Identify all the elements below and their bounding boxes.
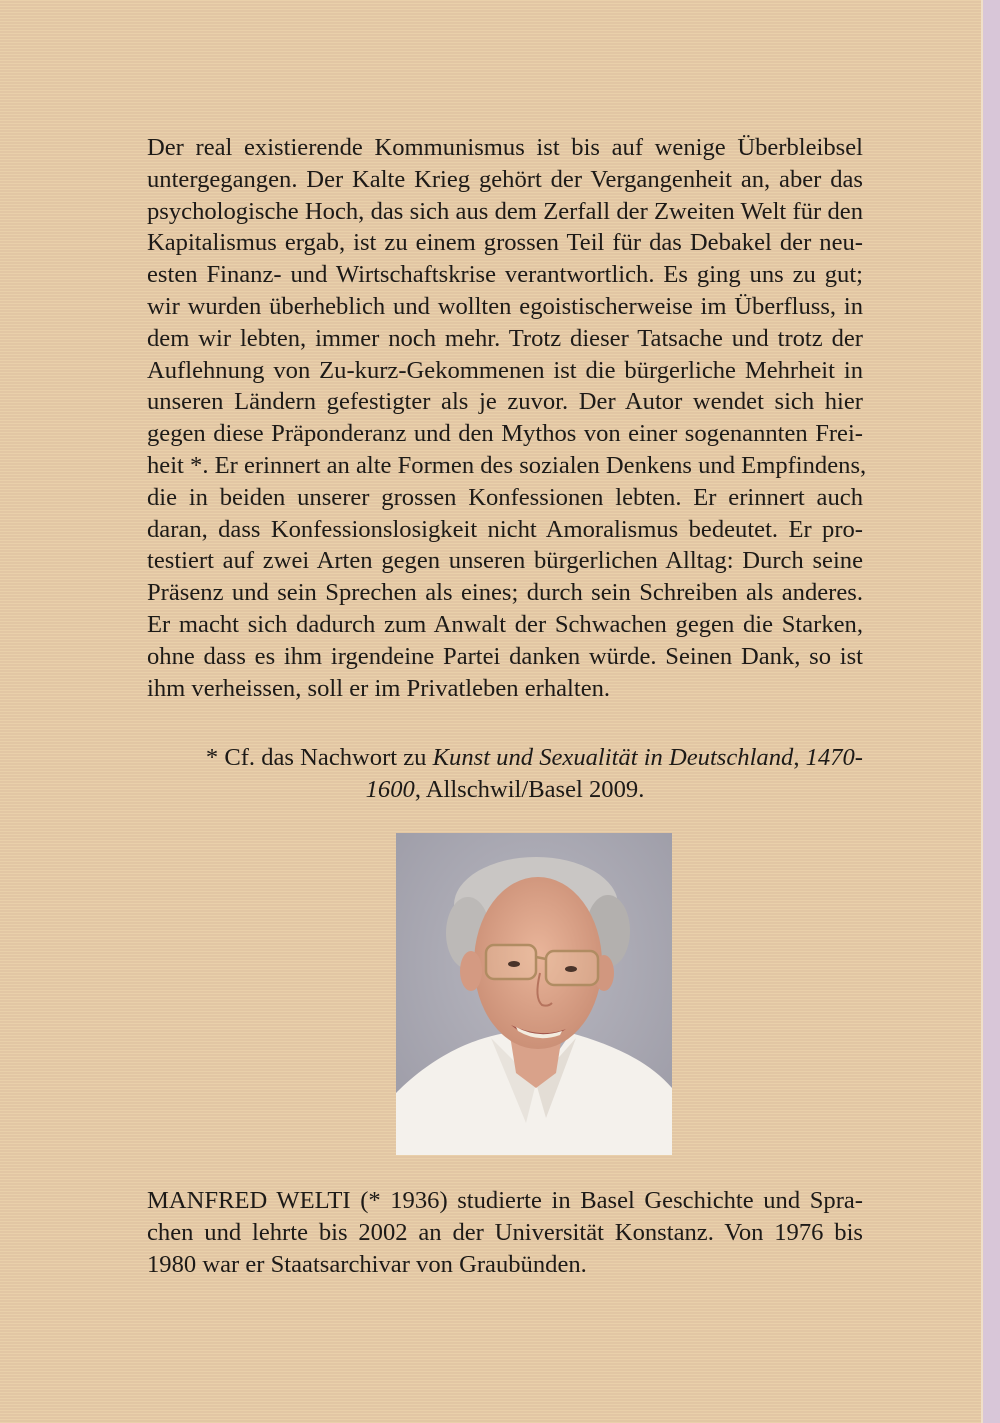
blurb-line: daran, dass Konfessionslosigkeit nicht Amoralismus bedeutet. Er pro-	[147, 515, 863, 543]
blurb-line: unseren Ländern gefestigter als je zuvor. Der Autor wendet sich hier	[147, 388, 863, 416]
footnote-sep: ,	[793, 744, 806, 771]
footnote	[147, 742, 863, 806]
bio-line: chen und lehrte bis 2002 an der Universität Konstanz. Von 1976 bis	[147, 1218, 863, 1246]
blurb-line: Der real existierende Kommunismus ist bis auf wenige Überbleibsel	[147, 134, 863, 161]
blurb-text	[147, 132, 867, 704]
footnote-book-title: Kunst und Sexualität in Deutschland	[432, 744, 794, 771]
blurb-line: untergegangen. Der Kalte Krieg gehört der Vergangenheit an, aber das	[147, 165, 863, 193]
footnote-line-2	[147, 774, 863, 806]
blurb-line: esten Finanz- und Wirtschaftskrise verantwortlich. Es ging uns zu gut;	[147, 261, 863, 289]
bio-line: 1980 war er Staatsarchivar von Graubünden.	[147, 1250, 587, 1278]
footnote-suffix: , Allschwil/Basel 2009.	[414, 776, 645, 803]
blurb-line: Er macht sich dadurch zum Anwalt der Schwachen gegen die Starken,	[147, 610, 863, 638]
blurb-line: ihm verheissen, soll er im Privatleben erhalten.	[147, 674, 611, 702]
blurb-line: Kapitalismus ergab, ist zu einem grossen Teil für das Debakel der neu-	[147, 229, 863, 257]
blurb-line: Präsenz und sein Sprechen als eines; durch sein Schreiben als anderes.	[147, 579, 863, 607]
blurb-line: dem wir lebten, immer noch mehr. Trotz dieser Tatsache und trotz der	[147, 324, 863, 352]
author-bio	[147, 1185, 863, 1280]
footnote-years-start: 1470-	[805, 744, 863, 771]
footnote-prefix: * Cf. das Nachwort zu	[205, 744, 433, 771]
bio-line: MANFRED WELTI (* 1936) studierte in Basel Geschichte und Spra-	[147, 1187, 863, 1214]
blurb-line: ohne dass es ihm irgendeine Partei danken würde. Seinen Dank, so ist	[147, 642, 863, 670]
blurb-line: Auflehnung von Zu-kurz-Gekommenen ist die bürgerliche Mehrheit in	[147, 356, 863, 384]
blurb-line: testiert auf zwei Arten gegen unseren bürgerlichen Alltag: Durch seine	[147, 547, 863, 575]
blurb-line: wir wurden überheblich und wollten egoistischerweise im Überfluss, in	[147, 292, 863, 320]
blurb-line: die in beiden unserer grossen Konfessionen lebten. Er erinnert auch	[147, 483, 863, 511]
blurb-line: psychologische Hoch, das sich aus dem Zerfall der Zweiten Welt für den	[147, 197, 863, 225]
author-portrait-illustration	[396, 833, 672, 1155]
blurb-line: gegen diese Präponderanz und den Mythos von einer sogenannten Frei-	[147, 420, 863, 448]
footnote-line-1	[147, 742, 863, 774]
cover-edge	[981, 0, 1000, 1423]
footnote-years-end: 1600	[365, 776, 415, 803]
blurb-line: heit *. Er erinnert an alte Formen des sozialen Denkens und Empfindens,	[147, 451, 867, 479]
author-portrait	[396, 833, 672, 1155]
